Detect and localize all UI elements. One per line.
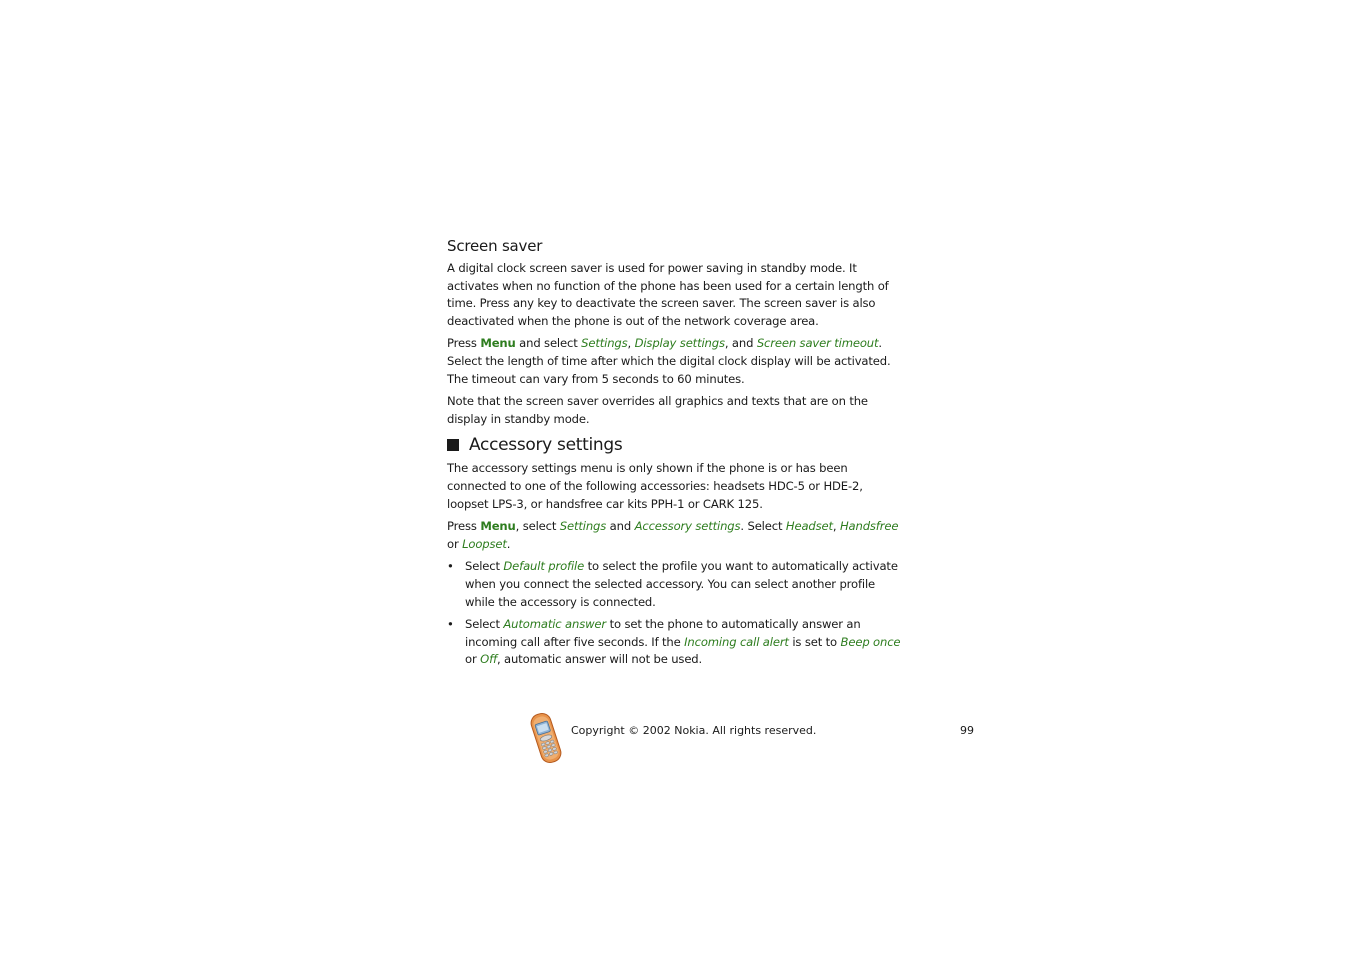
list-item (447, 558, 905, 611)
off-keyword: Off (480, 652, 497, 667)
text-fragment: , automatic answer will not be used. (496, 652, 703, 667)
text-fragment: to select the profile you want to automatically activate when you connect the selected accessory. You can select another profile while the accessory is connected. (465, 559, 898, 609)
text-fragment: Select (465, 559, 504, 574)
list-item (447, 616, 905, 669)
menu-keyword: Menu (480, 519, 516, 534)
bullet-dot: • (447, 559, 454, 574)
text-fragment: . Select (740, 519, 786, 534)
accessory-settings-title: Accessory settings (469, 435, 623, 456)
incoming-call-alert-keyword: Incoming call alert (684, 634, 789, 649)
accessory-options-list (447, 558, 905, 669)
text-fragment: Select (465, 617, 504, 632)
text-fragment: , and (724, 336, 757, 351)
accessory-settings-keyword: Accessory settings (634, 519, 741, 534)
screen-saver-description: A digital clock screen saver is used for power saving in standby mode. It activates when no function of the phone has been used for a certain length of time. Press any key to deactivate the screen saver. The screen saver is also deactivated when the phone is out of the network coverage area. (447, 261, 889, 328)
accessory-instructions (447, 518, 905, 553)
accessory-settings-heading (447, 433, 905, 457)
section-square-icon (447, 439, 459, 451)
screen-saver-timeout-keyword: Screen saver timeout (756, 336, 879, 351)
text-fragment: and select (515, 336, 582, 351)
page-number: 99 (960, 724, 974, 737)
text-fragment: to set the phone to automatically answer an incoming call after five seconds. If the (465, 617, 861, 649)
text-fragment: and (606, 519, 635, 534)
loopset-keyword: Loopset (462, 536, 507, 551)
text-fragment: , (832, 519, 840, 534)
bullet-dot: • (447, 617, 454, 632)
text-fragment: Press (447, 336, 481, 351)
text-fragment: Press (447, 519, 481, 534)
copyright-notice: Copyright © 2002 Nokia. All rights reserved. (571, 724, 817, 737)
page-content (447, 236, 905, 674)
screen-saver-heading: Screen saver (447, 237, 543, 255)
text-fragment: or (465, 652, 481, 667)
menu-keyword: Menu (480, 336, 516, 351)
beep-once-keyword: Beep once (840, 634, 901, 649)
display-settings-keyword: Display settings (634, 336, 725, 351)
handsfree-keyword: Handsfree (839, 519, 899, 534)
screen-saver-instructions (447, 335, 905, 388)
page-footer (527, 710, 977, 766)
settings-keyword: Settings (581, 336, 628, 351)
screen-saver-note: Note that the screen saver overrides all graphics and texts that are on the display in standby mode. (447, 394, 868, 426)
text-fragment: . (506, 536, 511, 551)
headset-keyword: Headset (785, 519, 833, 534)
nokia-phone-icon (527, 710, 565, 766)
text-fragment: . Select the length of time after which the digital clock display will be activated. The timeout can vary from 5 seconds to 60 minutes. (447, 336, 891, 386)
text-fragment: , (627, 336, 635, 351)
settings-keyword: Settings (559, 519, 607, 534)
text-fragment: is set to (788, 634, 841, 649)
accessory-description: The accessory settings menu is only shown if the phone is or has been connected to one of the following accessories: headsets HDC-5 or HDE-2, loopset LPS-3, or handsfree car kits PPH-1 or CARK 125. (447, 461, 863, 511)
automatic-answer-keyword: Automatic answer (503, 617, 607, 632)
text-fragment: , select (515, 519, 560, 534)
default-profile-keyword: Default profile (503, 559, 585, 574)
text-fragment: or (447, 536, 463, 551)
